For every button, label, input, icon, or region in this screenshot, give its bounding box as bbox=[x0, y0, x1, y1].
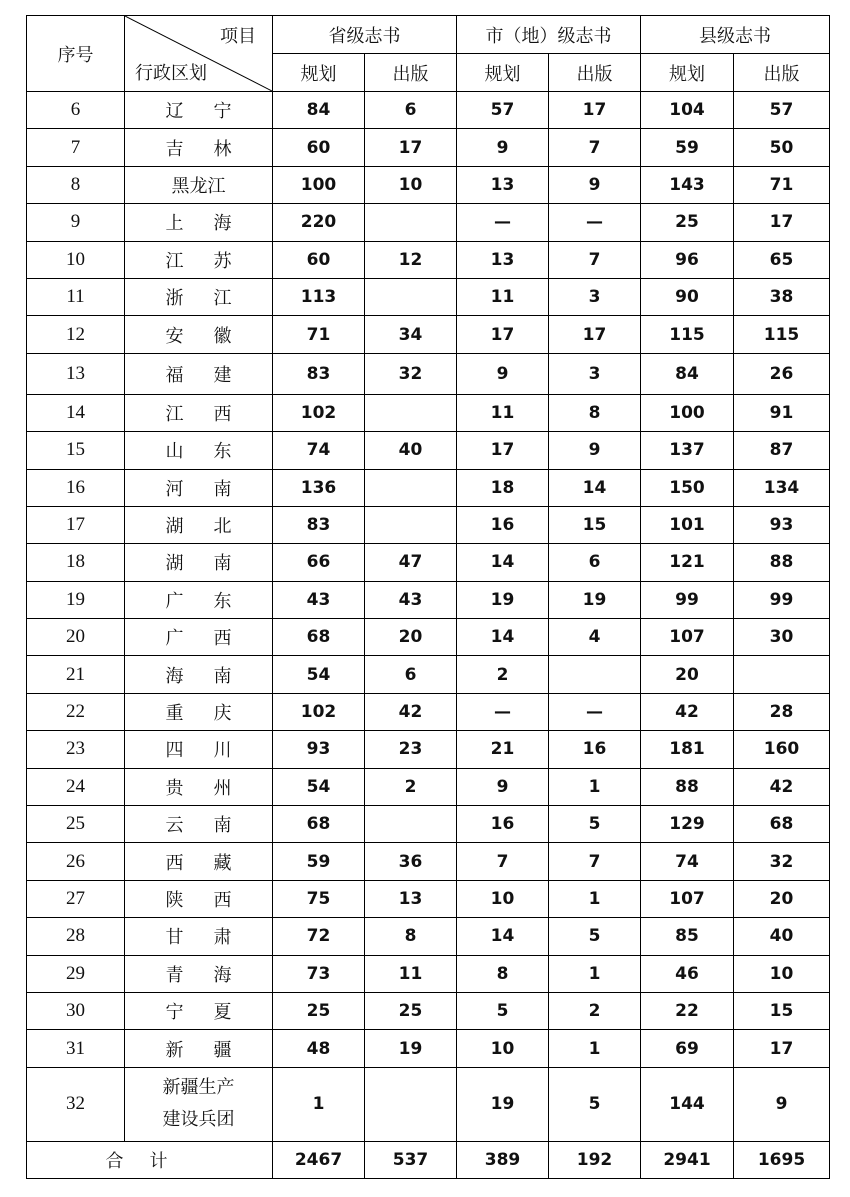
region-name bbox=[125, 619, 273, 656]
table-row bbox=[27, 768, 830, 805]
region-name-text: 广西 bbox=[165, 628, 232, 650]
row-index: 18 bbox=[27, 544, 125, 581]
value-cell: 5 bbox=[549, 806, 641, 843]
table-row bbox=[27, 619, 830, 656]
value-cell: 34 bbox=[365, 316, 457, 353]
value-cell: 19 bbox=[549, 581, 641, 618]
region-name-text: 甘肃 bbox=[165, 927, 232, 949]
value-cell: 115 bbox=[734, 316, 830, 353]
value-cell: 1 bbox=[549, 1030, 641, 1067]
publish-header: 出版 bbox=[734, 54, 830, 92]
plan-header: 规划 bbox=[641, 54, 734, 92]
value-cell: 102 bbox=[273, 693, 365, 730]
row-index: 29 bbox=[27, 955, 125, 992]
value-cell: 11 bbox=[365, 955, 457, 992]
table-row bbox=[27, 469, 830, 506]
value-cell: 20 bbox=[365, 619, 457, 656]
region-name bbox=[125, 1030, 273, 1067]
region-name bbox=[125, 581, 273, 618]
value-cell: 85 bbox=[641, 918, 734, 955]
value-cell bbox=[549, 656, 641, 693]
value-cell: 60 bbox=[273, 129, 365, 166]
value-cell: 23 bbox=[365, 731, 457, 768]
value-cell: 10 bbox=[457, 1030, 549, 1067]
value-cell: 38 bbox=[734, 278, 830, 315]
table-row bbox=[27, 693, 830, 730]
table-row bbox=[27, 506, 830, 543]
value-cell: 50 bbox=[734, 129, 830, 166]
region-name bbox=[125, 506, 273, 543]
row-index: 10 bbox=[27, 241, 125, 278]
value-cell: 47 bbox=[365, 544, 457, 581]
region-name bbox=[125, 432, 273, 469]
value-cell: 9 bbox=[549, 432, 641, 469]
value-cell: 75 bbox=[273, 880, 365, 917]
value-cell: 88 bbox=[641, 768, 734, 805]
plan-header: 规划 bbox=[273, 54, 365, 92]
value-cell: 1 bbox=[549, 768, 641, 805]
row-index: 23 bbox=[27, 731, 125, 768]
region-name bbox=[125, 92, 273, 129]
value-cell: 160 bbox=[734, 731, 830, 768]
table-row bbox=[27, 1067, 830, 1141]
total-value: 537 bbox=[365, 1141, 457, 1178]
region-name-text: 贵州 bbox=[165, 777, 232, 799]
value-cell: 107 bbox=[641, 619, 734, 656]
row-index: 12 bbox=[27, 316, 125, 353]
value-cell: 17 bbox=[457, 432, 549, 469]
value-cell: 74 bbox=[641, 843, 734, 880]
value-cell: 13 bbox=[457, 166, 549, 203]
value-cell: 59 bbox=[641, 129, 734, 166]
value-cell: 42 bbox=[734, 768, 830, 805]
publish-header: 出版 bbox=[365, 54, 457, 92]
region-name bbox=[125, 316, 273, 353]
value-cell: 5 bbox=[549, 1067, 641, 1141]
value-cell: 25 bbox=[273, 992, 365, 1029]
table-row bbox=[27, 394, 830, 431]
region-name bbox=[125, 731, 273, 768]
value-cell: 11 bbox=[457, 394, 549, 431]
region-name-text: 西藏 bbox=[165, 852, 232, 874]
value-cell: 9 bbox=[457, 353, 549, 394]
value-cell: 84 bbox=[641, 353, 734, 394]
table-row bbox=[27, 353, 830, 394]
table-row bbox=[27, 918, 830, 955]
group-header-county: 县级志书 bbox=[641, 16, 830, 54]
value-cell: 20 bbox=[734, 880, 830, 917]
table-row bbox=[27, 278, 830, 315]
region-name bbox=[125, 129, 273, 166]
row-index: 26 bbox=[27, 843, 125, 880]
value-cell: — bbox=[457, 693, 549, 730]
value-cell: 143 bbox=[641, 166, 734, 203]
region-name bbox=[125, 469, 273, 506]
value-cell: 6 bbox=[365, 92, 457, 129]
row-index: 9 bbox=[27, 204, 125, 241]
value-cell: 2 bbox=[549, 992, 641, 1029]
value-cell: 2 bbox=[457, 656, 549, 693]
value-cell: 68 bbox=[734, 806, 830, 843]
table-row bbox=[27, 843, 830, 880]
value-cell: 96 bbox=[641, 241, 734, 278]
value-cell: 14 bbox=[457, 619, 549, 656]
value-cell: 46 bbox=[641, 955, 734, 992]
region-name-text: 海南 bbox=[165, 665, 232, 687]
value-cell: 36 bbox=[365, 843, 457, 880]
value-cell: 15 bbox=[734, 992, 830, 1029]
region-name-text: 吉林 bbox=[165, 138, 232, 160]
value-cell: 150 bbox=[641, 469, 734, 506]
total-label: 合计 bbox=[27, 1141, 273, 1178]
plan-header: 规划 bbox=[457, 54, 549, 92]
value-cell bbox=[365, 1067, 457, 1141]
value-cell: 19 bbox=[457, 581, 549, 618]
value-cell: 65 bbox=[734, 241, 830, 278]
row-index: 13 bbox=[27, 353, 125, 394]
value-cell: 2 bbox=[365, 768, 457, 805]
value-cell: 12 bbox=[365, 241, 457, 278]
value-cell: 3 bbox=[549, 353, 641, 394]
row-index: 25 bbox=[27, 806, 125, 843]
row-index: 19 bbox=[27, 581, 125, 618]
value-cell: 16 bbox=[457, 506, 549, 543]
value-cell bbox=[365, 204, 457, 241]
row-index: 14 bbox=[27, 394, 125, 431]
value-cell: 17 bbox=[365, 129, 457, 166]
region-name-text: 湖南 bbox=[165, 553, 232, 575]
value-cell: 134 bbox=[734, 469, 830, 506]
region-name-text: 江西 bbox=[165, 403, 232, 425]
region-name-text: 上海 bbox=[165, 213, 232, 235]
value-cell: 59 bbox=[273, 843, 365, 880]
row-index: 7 bbox=[27, 129, 125, 166]
region-name bbox=[125, 241, 273, 278]
value-cell: 72 bbox=[273, 918, 365, 955]
value-cell: 32 bbox=[734, 843, 830, 880]
group-header-city: 市（地）级志书 bbox=[457, 16, 641, 54]
value-cell: 8 bbox=[457, 955, 549, 992]
value-cell: 17 bbox=[549, 92, 641, 129]
value-cell: 88 bbox=[734, 544, 830, 581]
value-cell: 20 bbox=[641, 656, 734, 693]
value-cell: 136 bbox=[273, 469, 365, 506]
value-cell: 13 bbox=[457, 241, 549, 278]
region-name-text: 四川 bbox=[165, 740, 232, 762]
value-cell: 137 bbox=[641, 432, 734, 469]
region-name-text: 湖北 bbox=[165, 516, 232, 538]
value-cell: 7 bbox=[549, 129, 641, 166]
region-name-text: 河南 bbox=[165, 478, 232, 500]
value-cell: — bbox=[549, 204, 641, 241]
table-row bbox=[27, 129, 830, 166]
value-cell: 40 bbox=[734, 918, 830, 955]
region-name-text: 重庆 bbox=[165, 703, 232, 725]
value-cell: 99 bbox=[734, 581, 830, 618]
region-name-text: 宁夏 bbox=[165, 1002, 232, 1024]
value-cell: 7 bbox=[457, 843, 549, 880]
table-row bbox=[27, 316, 830, 353]
table-row bbox=[27, 92, 830, 129]
value-cell: 9 bbox=[457, 129, 549, 166]
value-cell: 14 bbox=[457, 918, 549, 955]
value-cell: 144 bbox=[641, 1067, 734, 1141]
region-name-text: 黑龙江 bbox=[171, 175, 226, 197]
row-index: 24 bbox=[27, 768, 125, 805]
table-row bbox=[27, 1030, 830, 1067]
value-cell: 25 bbox=[641, 204, 734, 241]
row-index: 30 bbox=[27, 992, 125, 1029]
value-cell: 83 bbox=[273, 506, 365, 543]
item-region-header bbox=[125, 16, 273, 92]
region-label: 行政区划 bbox=[135, 63, 207, 84]
row-index: 11 bbox=[27, 278, 125, 315]
total-value: 1695 bbox=[734, 1141, 830, 1178]
total-value: 192 bbox=[549, 1141, 641, 1178]
region-name bbox=[125, 955, 273, 992]
region-name bbox=[125, 204, 273, 241]
value-cell: 102 bbox=[273, 394, 365, 431]
value-cell: 17 bbox=[549, 316, 641, 353]
region-name-text: 福建 bbox=[165, 364, 232, 386]
row-index: 15 bbox=[27, 432, 125, 469]
value-cell bbox=[365, 506, 457, 543]
table-row bbox=[27, 581, 830, 618]
value-cell: 28 bbox=[734, 693, 830, 730]
value-cell: 17 bbox=[734, 204, 830, 241]
value-cell: 99 bbox=[641, 581, 734, 618]
value-cell: 6 bbox=[549, 544, 641, 581]
value-cell: 19 bbox=[365, 1030, 457, 1067]
region-name-text: 云南 bbox=[165, 815, 232, 837]
value-cell: 100 bbox=[641, 394, 734, 431]
region-name bbox=[125, 544, 273, 581]
item-label: 项目 bbox=[220, 26, 256, 47]
table-row bbox=[27, 955, 830, 992]
region-name-text: 新疆 bbox=[165, 1039, 232, 1061]
table-row bbox=[27, 806, 830, 843]
value-cell bbox=[365, 469, 457, 506]
value-cell: 73 bbox=[273, 955, 365, 992]
value-cell: 83 bbox=[273, 353, 365, 394]
value-cell: 19 bbox=[457, 1067, 549, 1141]
value-cell: 68 bbox=[273, 619, 365, 656]
value-cell: 87 bbox=[734, 432, 830, 469]
value-cell: 40 bbox=[365, 432, 457, 469]
value-cell: 15 bbox=[549, 506, 641, 543]
value-cell: 1 bbox=[549, 880, 641, 917]
row-index: 6 bbox=[27, 92, 125, 129]
value-cell: 43 bbox=[365, 581, 457, 618]
value-cell: 74 bbox=[273, 432, 365, 469]
chronicle-stats-table bbox=[26, 15, 830, 1179]
value-cell: 8 bbox=[549, 394, 641, 431]
value-cell: 16 bbox=[457, 806, 549, 843]
region-name bbox=[125, 768, 273, 805]
region-name-text: 青海 bbox=[165, 964, 232, 986]
total-value: 2941 bbox=[641, 1141, 734, 1178]
value-cell: 17 bbox=[734, 1030, 830, 1067]
value-cell: 91 bbox=[734, 394, 830, 431]
value-cell: 220 bbox=[273, 204, 365, 241]
value-cell: 3 bbox=[549, 278, 641, 315]
region-name bbox=[125, 278, 273, 315]
value-cell bbox=[365, 394, 457, 431]
value-cell: — bbox=[549, 693, 641, 730]
value-cell: 93 bbox=[734, 506, 830, 543]
table-row bbox=[27, 880, 830, 917]
value-cell: 9 bbox=[734, 1067, 830, 1141]
value-cell: 7 bbox=[549, 241, 641, 278]
region-name-text: 山东 bbox=[165, 441, 232, 463]
value-cell: 57 bbox=[734, 92, 830, 129]
row-index: 20 bbox=[27, 619, 125, 656]
total-value: 389 bbox=[457, 1141, 549, 1178]
value-cell: 42 bbox=[641, 693, 734, 730]
value-cell: 42 bbox=[365, 693, 457, 730]
value-cell: 129 bbox=[641, 806, 734, 843]
value-cell: 115 bbox=[641, 316, 734, 353]
row-index: 32 bbox=[27, 1067, 125, 1141]
value-cell: 60 bbox=[273, 241, 365, 278]
region-name bbox=[125, 843, 273, 880]
row-index: 8 bbox=[27, 166, 125, 203]
row-index: 28 bbox=[27, 918, 125, 955]
table-row bbox=[27, 992, 830, 1029]
value-cell: 32 bbox=[365, 353, 457, 394]
publish-header: 出版 bbox=[549, 54, 641, 92]
value-cell: 10 bbox=[457, 880, 549, 917]
region-name bbox=[125, 656, 273, 693]
region-name bbox=[125, 353, 273, 394]
total-row bbox=[27, 1141, 830, 1178]
value-cell: 84 bbox=[273, 92, 365, 129]
value-cell: 57 bbox=[457, 92, 549, 129]
value-cell bbox=[365, 278, 457, 315]
value-cell: 93 bbox=[273, 731, 365, 768]
value-cell: 8 bbox=[365, 918, 457, 955]
value-cell: 107 bbox=[641, 880, 734, 917]
value-cell: 5 bbox=[549, 918, 641, 955]
region-name bbox=[125, 918, 273, 955]
region-name bbox=[125, 693, 273, 730]
value-cell: 48 bbox=[273, 1030, 365, 1067]
total-value: 2467 bbox=[273, 1141, 365, 1178]
value-cell: 104 bbox=[641, 92, 734, 129]
header-row-1 bbox=[27, 16, 830, 54]
value-cell: 14 bbox=[457, 544, 549, 581]
region-name bbox=[125, 992, 273, 1029]
value-cell: 68 bbox=[273, 806, 365, 843]
table-row bbox=[27, 166, 830, 203]
table-row bbox=[27, 731, 830, 768]
row-index: 27 bbox=[27, 880, 125, 917]
value-cell: — bbox=[457, 204, 549, 241]
value-cell: 181 bbox=[641, 731, 734, 768]
value-cell: 13 bbox=[365, 880, 457, 917]
value-cell: 43 bbox=[273, 581, 365, 618]
value-cell: 4 bbox=[549, 619, 641, 656]
value-cell: 22 bbox=[641, 992, 734, 1029]
value-cell: 69 bbox=[641, 1030, 734, 1067]
value-cell: 11 bbox=[457, 278, 549, 315]
region-name-text: 江苏 bbox=[165, 250, 232, 272]
region-name bbox=[125, 1067, 273, 1141]
region-name bbox=[125, 394, 273, 431]
value-cell: 1 bbox=[549, 955, 641, 992]
value-cell: 9 bbox=[549, 166, 641, 203]
value-cell: 71 bbox=[734, 166, 830, 203]
value-cell: 14 bbox=[549, 469, 641, 506]
value-cell: 5 bbox=[457, 992, 549, 1029]
value-cell: 54 bbox=[273, 768, 365, 805]
row-index: 16 bbox=[27, 469, 125, 506]
table-row bbox=[27, 544, 830, 581]
row-index: 21 bbox=[27, 656, 125, 693]
region-name-text: 浙江 bbox=[165, 288, 232, 310]
seq-header: 序号 bbox=[27, 16, 125, 92]
region-name-text: 陕西 bbox=[165, 890, 232, 911]
region-name bbox=[125, 166, 273, 203]
value-cell: 100 bbox=[273, 166, 365, 203]
row-index: 31 bbox=[27, 1030, 125, 1067]
region-name-text: 辽宁 bbox=[165, 101, 232, 123]
value-cell: 101 bbox=[641, 506, 734, 543]
region-line-1: 新疆生产 bbox=[162, 1077, 235, 1099]
value-cell: 90 bbox=[641, 278, 734, 315]
row-index: 22 bbox=[27, 693, 125, 730]
value-cell: 17 bbox=[457, 316, 549, 353]
table-row bbox=[27, 656, 830, 693]
value-cell bbox=[365, 806, 457, 843]
table-row bbox=[27, 241, 830, 278]
value-cell: 18 bbox=[457, 469, 549, 506]
value-cell: 16 bbox=[549, 731, 641, 768]
region-name bbox=[125, 880, 273, 917]
value-cell: 30 bbox=[734, 619, 830, 656]
table-row bbox=[27, 432, 830, 469]
value-cell: 66 bbox=[273, 544, 365, 581]
value-cell: 6 bbox=[365, 656, 457, 693]
group-header-province: 省级志书 bbox=[273, 16, 457, 54]
value-cell: 71 bbox=[273, 316, 365, 353]
value-cell: 25 bbox=[365, 992, 457, 1029]
region-name-text: 广东 bbox=[165, 590, 232, 612]
table-row bbox=[27, 204, 830, 241]
value-cell: 1 bbox=[273, 1067, 365, 1141]
region-name bbox=[125, 806, 273, 843]
value-cell: 10 bbox=[734, 955, 830, 992]
value-cell: 54 bbox=[273, 656, 365, 693]
row-index: 17 bbox=[27, 506, 125, 543]
value-cell: 113 bbox=[273, 278, 365, 315]
value-cell: 26 bbox=[734, 353, 830, 394]
value-cell: 10 bbox=[365, 166, 457, 203]
value-cell bbox=[734, 656, 830, 693]
value-cell: 7 bbox=[549, 843, 641, 880]
value-cell: 21 bbox=[457, 731, 549, 768]
region-name-text: 安徽 bbox=[165, 325, 232, 347]
region-line-2: 建设兵团 bbox=[162, 1109, 235, 1131]
value-cell: 121 bbox=[641, 544, 734, 581]
value-cell: 9 bbox=[457, 768, 549, 805]
